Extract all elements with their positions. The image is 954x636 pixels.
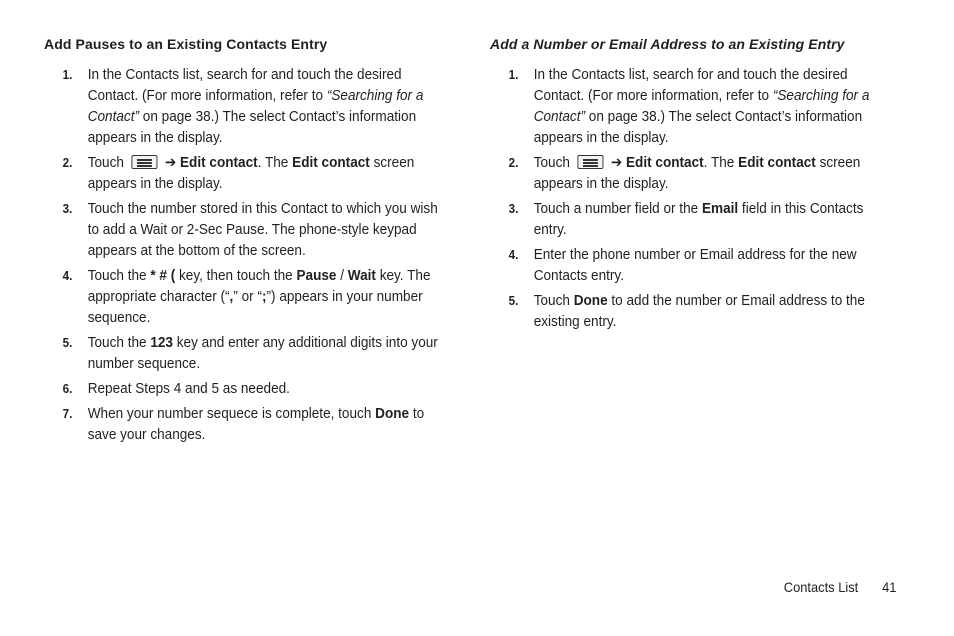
left-column xyxy=(44,35,454,450)
step-text: key, then touch the xyxy=(175,268,297,284)
step-text: Touch xyxy=(87,155,128,171)
step-number: 4. xyxy=(62,269,73,283)
key-label: Pause xyxy=(296,268,337,284)
step-text: Touch the xyxy=(87,335,151,351)
step-item xyxy=(44,333,452,375)
menu-key-icon xyxy=(577,155,603,169)
key-label: Wait xyxy=(347,268,376,284)
step-text: . The xyxy=(703,155,739,171)
cross-reference: “Searching for a Contact” xyxy=(87,88,424,125)
step-text: ” or “ xyxy=(233,289,262,305)
steps-list-left xyxy=(44,65,454,446)
right-column xyxy=(490,35,900,337)
step-number: 2. xyxy=(62,156,73,170)
key-label: ; xyxy=(261,289,267,305)
step-text: Repeat Steps 4 and 5 as needed. xyxy=(87,381,290,397)
step-item xyxy=(44,266,452,329)
step-text: / xyxy=(336,268,348,284)
step-item xyxy=(44,65,452,149)
step-text: Touch the number stored in this Contact to which you wish to add a Wait or 2-Sec Pause. The phone-style keypad appears at the bottom of the screen. xyxy=(87,201,438,259)
step-text: When your number sequece is complete, touch xyxy=(87,406,376,422)
key-label: Edit contact xyxy=(738,155,816,171)
step-number: 2. xyxy=(508,156,519,170)
steps-list-right xyxy=(490,65,900,333)
step-text: key and enter any additional digits into your number sequence. xyxy=(87,335,438,372)
step-item xyxy=(490,291,898,333)
step-text: ”) appears in your number sequence. xyxy=(87,289,423,326)
cross-reference: “Searching for a Contact” xyxy=(533,88,870,125)
step-number: 1. xyxy=(508,68,519,82)
key-label: , xyxy=(229,289,234,305)
step-number: 7. xyxy=(62,407,73,421)
step-item xyxy=(44,153,452,195)
key-label: * # ( xyxy=(150,268,176,284)
step-text: . The xyxy=(257,155,293,171)
step-text: screen appears in the display. xyxy=(87,155,415,192)
step-text: In the Contacts list, search for and touch the desired Contact. (For more information, refer to xyxy=(533,67,848,104)
step-text: Touch xyxy=(533,293,574,309)
footer-section-title: Contacts List xyxy=(783,579,858,595)
page-footer xyxy=(783,579,896,595)
arrow-icon: ➔ xyxy=(164,155,177,171)
section-heading-add-number-email: Add a Number or Email Address to an Existing Entry xyxy=(490,36,845,52)
step-text: to save your changes. xyxy=(87,406,425,443)
key-label: Edit contact xyxy=(179,155,258,171)
step-text: to add the number or Email address to the existing entry. xyxy=(533,293,865,330)
step-number: 3. xyxy=(508,202,519,216)
step-text: key. The appropriate character (“ xyxy=(87,268,431,305)
step-text: Touch a number field or the xyxy=(533,201,702,217)
page-number: 41 xyxy=(881,579,896,595)
step-number: 5. xyxy=(508,294,519,308)
step-text: Touch xyxy=(533,155,574,171)
key-label: Email xyxy=(701,201,739,217)
section-heading-add-pauses: Add Pauses to an Existing Contacts Entry xyxy=(44,36,328,52)
key-label: Edit contact xyxy=(292,155,370,171)
step-text: Touch the xyxy=(87,268,151,284)
step-number: 5. xyxy=(62,336,73,350)
step-item xyxy=(490,245,898,287)
key-label: Done xyxy=(375,406,410,422)
arrow-icon: ➔ xyxy=(610,155,623,171)
step-text: Enter the phone number or Email address for the new Contacts entry. xyxy=(533,247,857,284)
step-text: on page 38.) The select Contact’s information appears in the display. xyxy=(533,109,863,146)
step-text: screen appears in the display. xyxy=(533,155,861,192)
step-item xyxy=(490,199,898,241)
step-item xyxy=(490,153,898,195)
step-number: 6. xyxy=(62,382,73,396)
step-text: In the Contacts list, search for and touch the desired Contact. (For more information, refer to xyxy=(87,67,402,104)
key-label: Done xyxy=(573,293,608,309)
step-item xyxy=(44,199,452,262)
step-item xyxy=(490,65,898,149)
step-text: field in this Contacts entry. xyxy=(533,201,864,238)
menu-key-icon xyxy=(131,155,157,169)
step-text: on page 38.) The select Contact’s information appears in the display. xyxy=(87,109,417,146)
step-number: 3. xyxy=(62,202,73,216)
step-item xyxy=(44,379,452,400)
key-label: 123 xyxy=(150,335,173,351)
key-label: Edit contact xyxy=(625,155,704,171)
step-item xyxy=(44,404,452,446)
step-number: 4. xyxy=(508,248,519,262)
step-number: 1. xyxy=(62,68,73,82)
